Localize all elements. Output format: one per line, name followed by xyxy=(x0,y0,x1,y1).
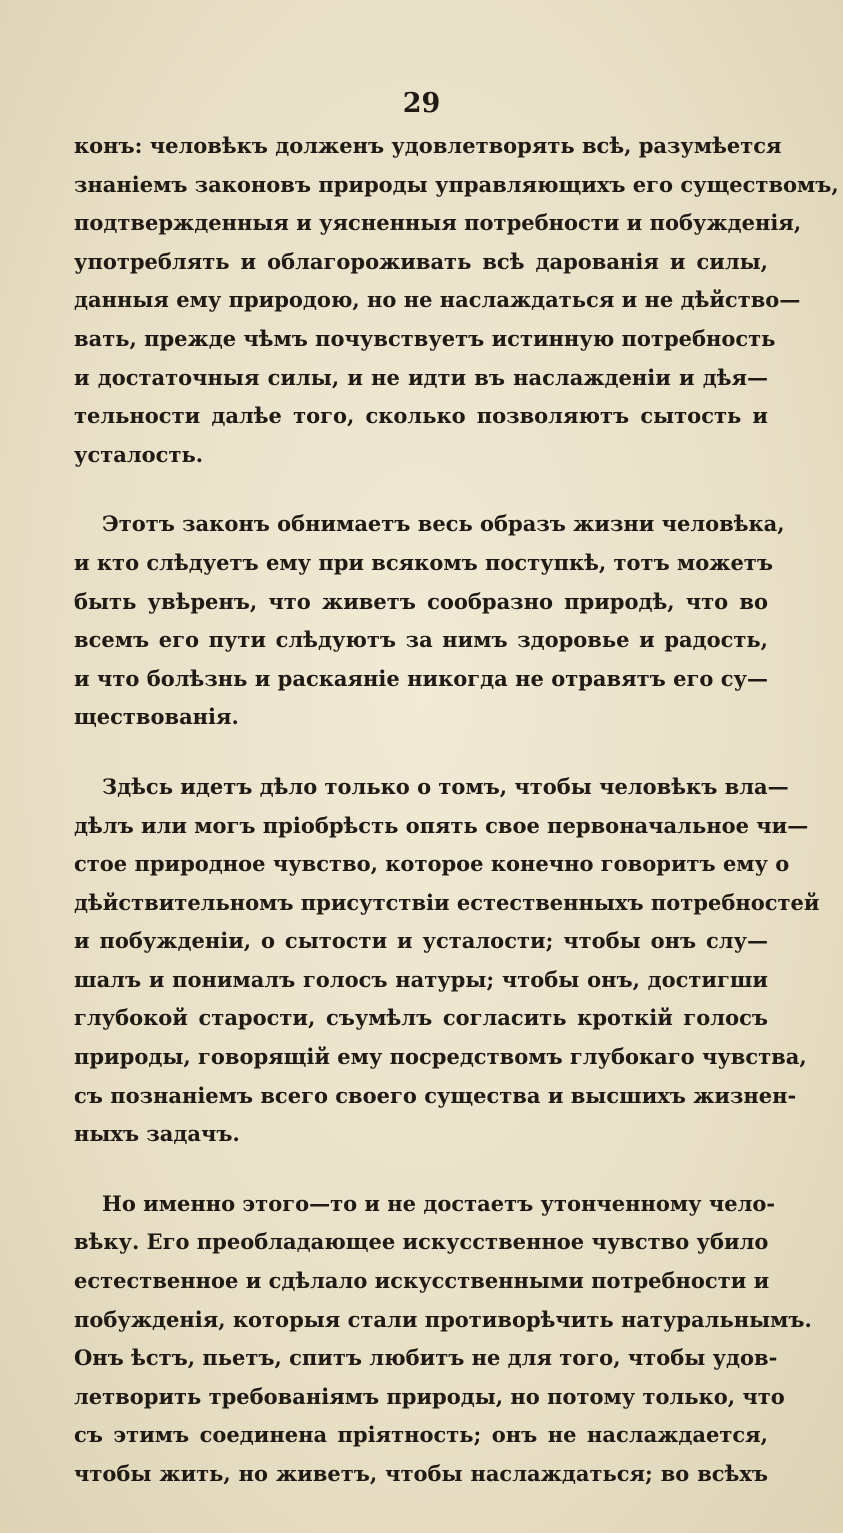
text-line: дѣлъ или могъ пріобрѣсть опять свое первоначальное чи— xyxy=(74,812,809,838)
text-line: Онъ ѣстъ, пьетъ, спитъ любитъ не для того, чтобы удов- xyxy=(74,1345,778,1371)
text-line: употреблять и облагороживать всѣ дарованія и силы, xyxy=(74,248,768,274)
text-line: ществованія. xyxy=(74,704,239,730)
text-line: дѣйствительномъ присутствіи естественныхъ потребностей xyxy=(74,889,820,915)
body-text xyxy=(74,127,839,1494)
text-line: глубокой старости, съумѣлъ согласить кроткій голосъ xyxy=(74,1005,768,1031)
text-line: и кто слѣдуетъ ему при всякомъ поступкѣ, тотъ можетъ xyxy=(74,549,773,575)
text-line: вать, прежде чѣмъ почувствуетъ истинную потребность xyxy=(74,325,776,351)
text-line: данныя ему природою, но не наслаждаться и не дѣйство— xyxy=(74,287,801,313)
text-line: побужденія, которыя стали противорѣчить натуральнымъ. xyxy=(74,1306,812,1332)
text-line: тельности далѣе того, сколько позволяютъ сытость и xyxy=(74,403,768,429)
text-line: Этотъ законъ обнимаетъ весь образъ жизни человѣка, xyxy=(102,511,785,537)
text-line: стое природное чувство, которое конечно говоритъ ему о xyxy=(74,851,790,877)
text-line: ныхъ задачъ. xyxy=(74,1121,240,1147)
text-line: естественное и сдѣлало искусственными потребности и xyxy=(74,1268,770,1294)
text-line: летворить требованіямъ природы, но потому только, что xyxy=(74,1383,785,1409)
text-line: съ этимъ соединена пріятность; онъ не наслаждается, xyxy=(74,1422,768,1448)
text-line: всемъ его пути слѣдуютъ за нимъ здоровье и радость, xyxy=(74,627,768,653)
text-line: съ познаніемъ всего своего существа и высшихъ жизнен- xyxy=(74,1082,797,1108)
paragraph xyxy=(74,505,785,737)
page-number: 29 xyxy=(402,88,441,119)
text-line: Но именно этого—то и не достаетъ утонченному чело- xyxy=(102,1190,776,1216)
text-line: вѣку. Его преобладающее искусственное чувство убило xyxy=(74,1229,769,1255)
text-line: чтобы жить, но живетъ, чтобы наслаждаться; во всѣхъ xyxy=(74,1461,768,1486)
text-line: и что болѣзнь и раскаяніе никогда не отравятъ его су— xyxy=(74,665,768,691)
text-line: и достаточныя силы, и не идти въ наслажденіи и дѣя— xyxy=(74,364,768,390)
text-line: подтвержденныя и уясненныя потребности и побужденія, xyxy=(74,210,802,236)
paragraph xyxy=(74,127,839,474)
text-line: и побужденіи, о сытости и усталости; чтобы онъ слу— xyxy=(74,928,768,954)
text-line: быть увѣренъ, что живетъ сообразно природѣ, что во xyxy=(74,588,768,614)
text-line: конъ: человѣкъ долженъ удовлетворять всѣ, разумѣется xyxy=(74,133,782,158)
text-line: природы, говорящій ему посредствомъ глубокаго чувства, xyxy=(74,1044,807,1070)
paragraph xyxy=(74,1185,812,1494)
text-line: знаніемъ законовъ природы управляющихъ его существомъ, xyxy=(74,171,839,197)
text-line: шалъ и понималъ голосъ натуры; чтобы онъ, достигши xyxy=(74,966,768,992)
paragraph xyxy=(74,768,820,1154)
text-line: Здѣсь идетъ дѣло только о томъ, чтобы человѣкъ вла— xyxy=(102,773,789,799)
text-line: усталость. xyxy=(74,441,204,467)
